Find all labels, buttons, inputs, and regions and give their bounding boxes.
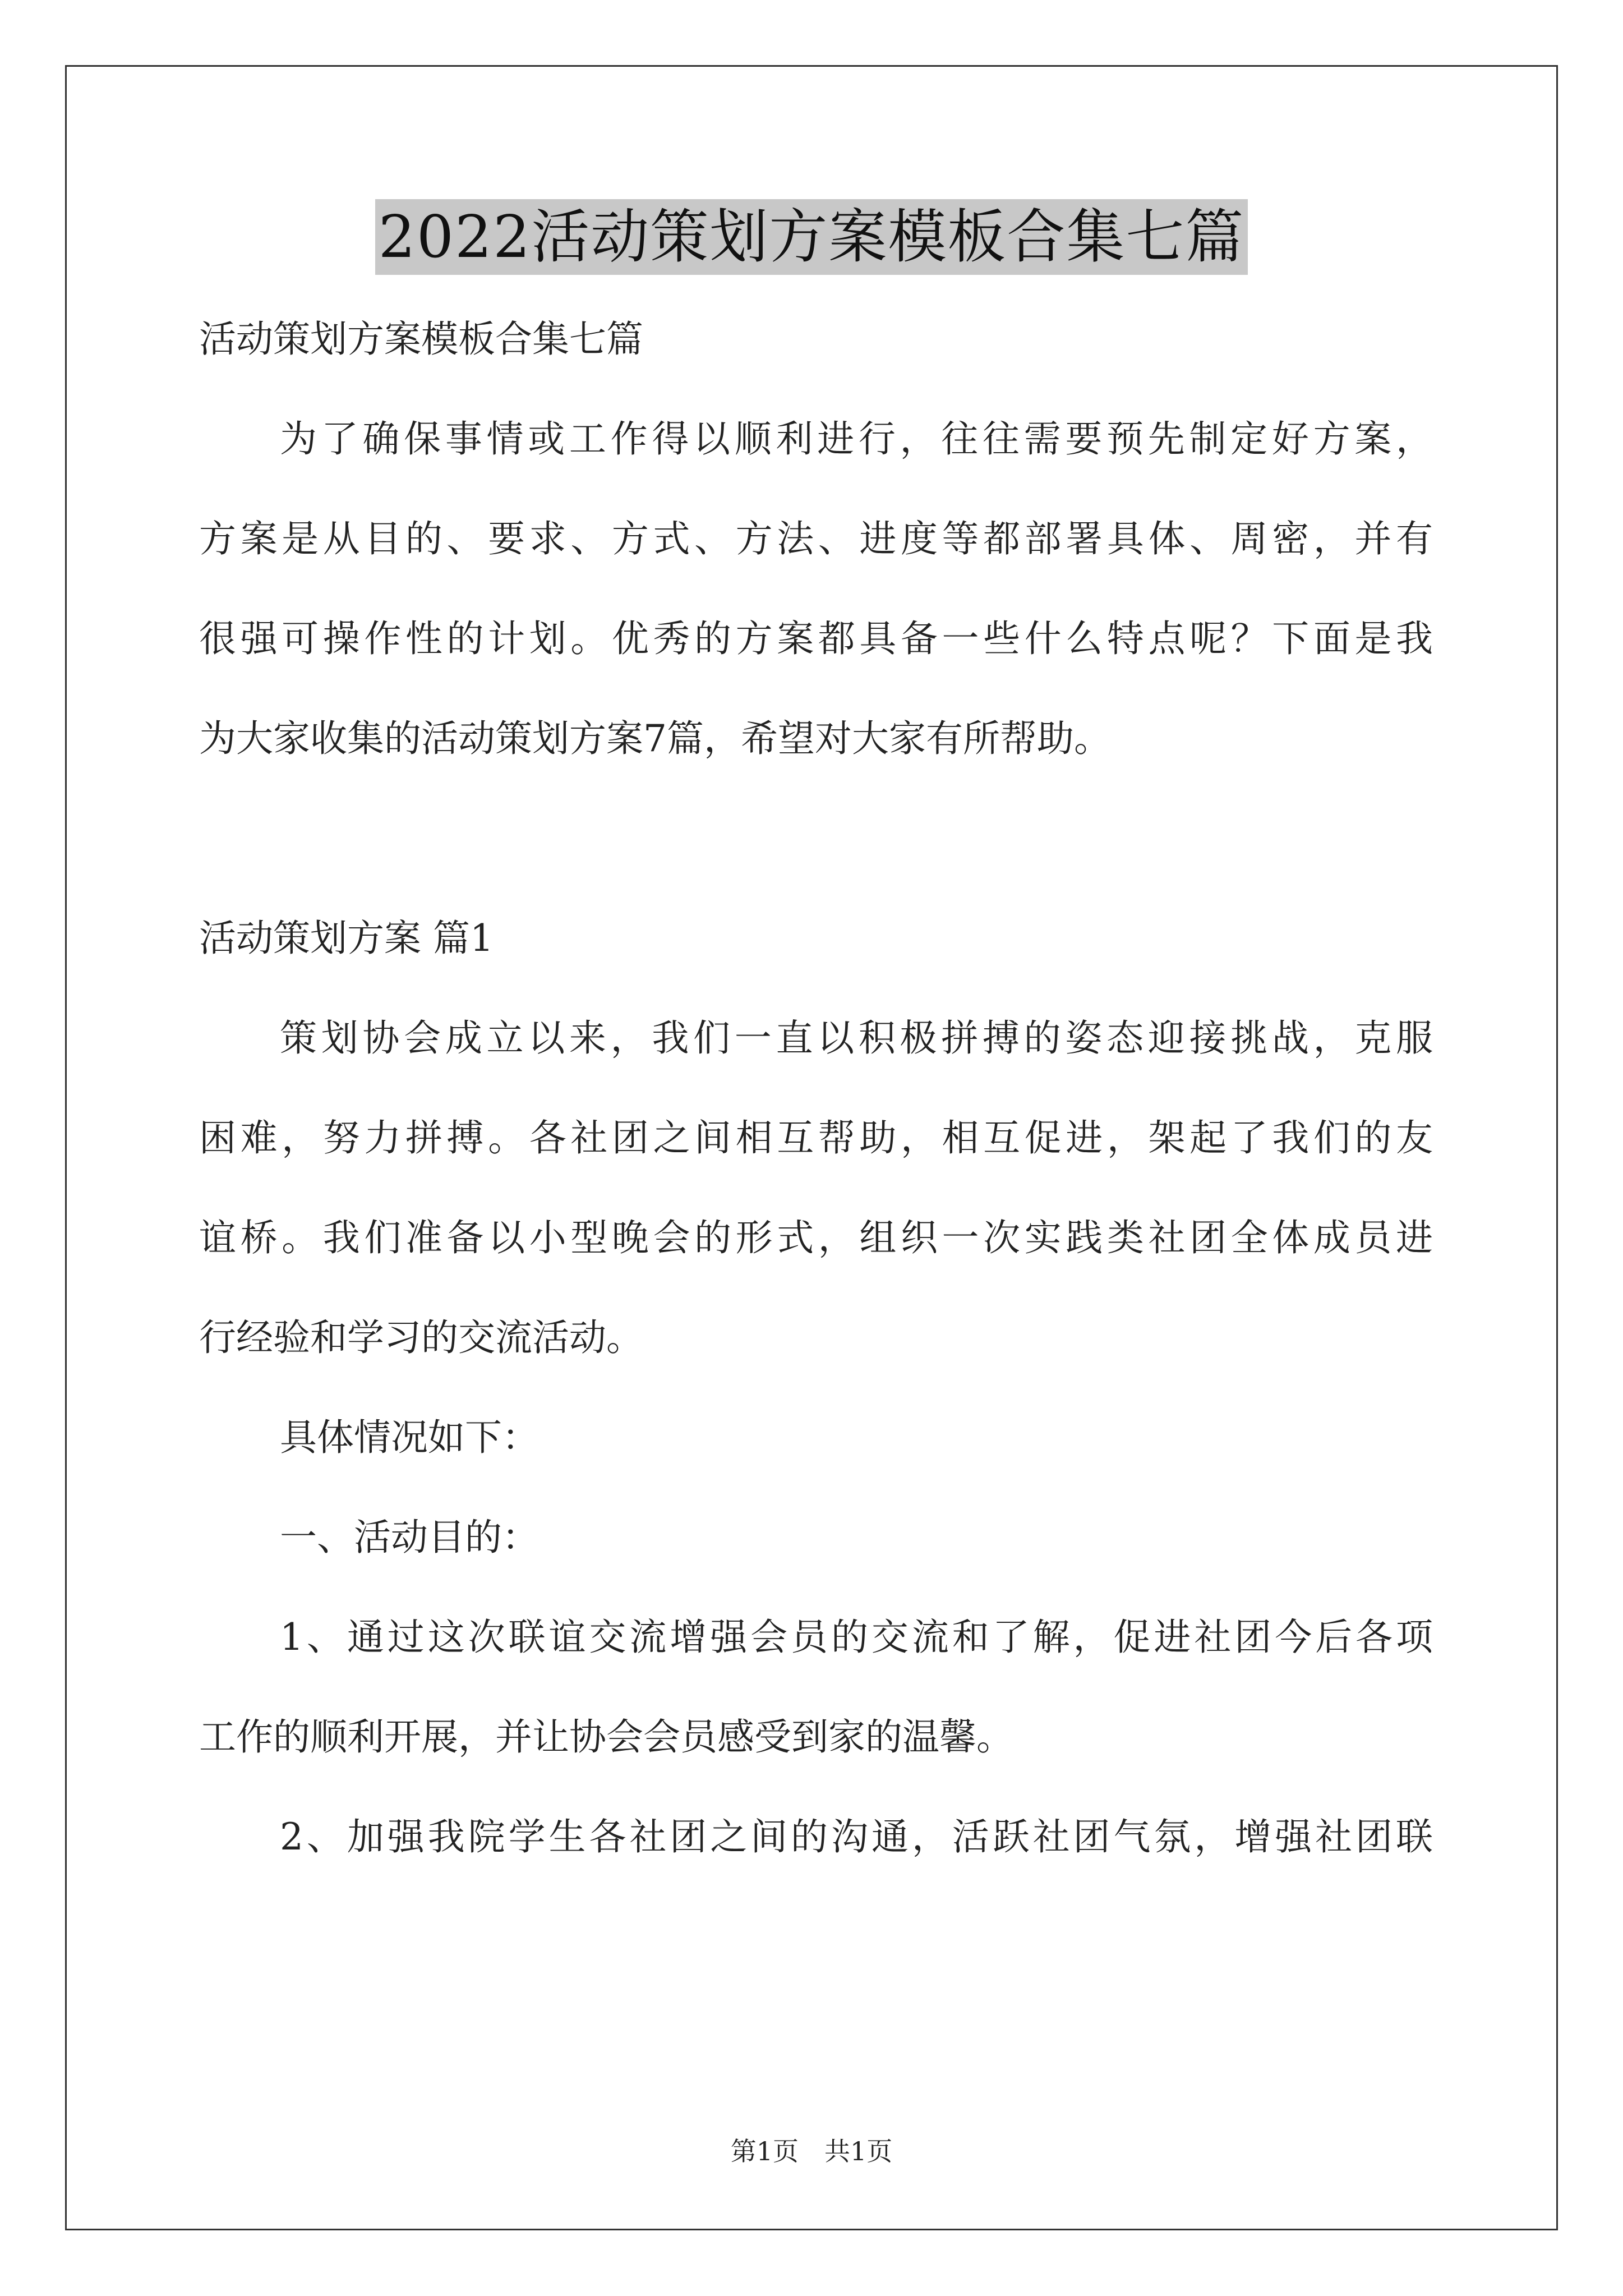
paragraph-line: 谊桥。我们准备以小型晚会的形式，组织一次实践类社团全体成员进 [199,1216,1433,1259]
paragraph-line: 很强可操作性的计划。优秀的方案都具备一些什么特点呢？下面是我 [199,617,1433,660]
section-heading: 活动策划方案 篇1 [199,917,494,960]
paragraph-line: 困难，努力拼搏。各社团之间相互帮助，相互促进，架起了我们的友 [199,1116,1433,1159]
spacer [199,811,1433,910]
document-body [199,311,1433,1909]
paragraph-line: 方案是从目的、要求、方式、方法、进度等都部署具体、周密，并有 [199,517,1433,560]
list-heading: 一、活动目的： [280,1516,539,1559]
paragraph-line: 行经验和学习的交流活动。 [199,1316,643,1359]
paragraph-line: 具体情况如下： [280,1416,539,1459]
subtitle-line: 活动策划方案模板合集七篇 [199,318,643,361]
list-item-line: 2、加强我院学生各社团之间的沟通，活跃社团气氛，增强社团联 [280,1815,1433,1858]
paragraph-line: 策划协会成立以来，我们一直以积极拼搏的姿态迎接挑战，克服 [280,1016,1433,1060]
paragraph-line: 为大家收集的活动策划方案7篇，希望对大家有所帮助。 [199,717,1111,760]
paragraph-line: 为了确保事情或工作得以顺利进行，往往需要预先制定好方案， [280,417,1433,461]
title-wrap [0,199,1623,275]
page-footer: 第1页 共1页 [730,2136,893,2166]
list-item-line: 1、通过这次联谊交流增强会员的交流和了解，促进社团今后各项 [280,1616,1433,1659]
document-title: 2022活动策划方案模板合集七篇 [375,199,1248,275]
list-item-line: 工作的顺利开展，并让协会会员感受到家的温馨。 [199,1715,1013,1759]
